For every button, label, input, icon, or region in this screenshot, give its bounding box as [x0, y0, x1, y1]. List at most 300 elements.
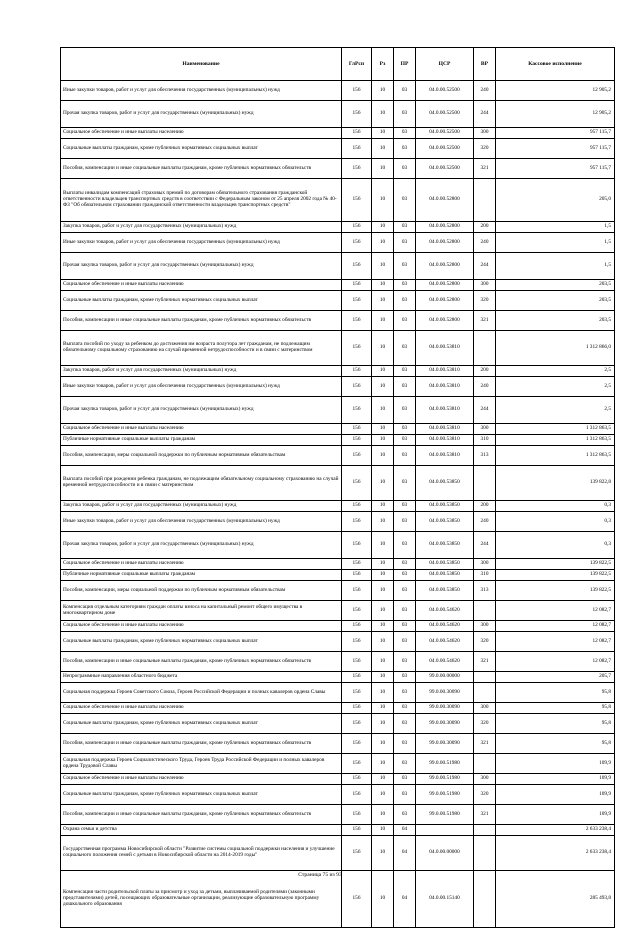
row-csr: 04.0.00.53810 [416, 424, 474, 435]
table-row [61, 397, 615, 424]
row-csr: 99.0.00.51980 [416, 785, 474, 805]
row-pr: 03 [394, 311, 416, 331]
row-pr: 03 [394, 424, 416, 435]
row-amount: 1 312 863,5 [496, 424, 615, 435]
row-vr [474, 601, 496, 621]
row-amount: 2 633 238,4 [496, 836, 615, 871]
row-amount: 0,3 [496, 512, 615, 532]
row-pr: 03 [394, 466, 416, 501]
row-csr: 04.0.00.53810 [416, 366, 474, 377]
row-csr: 99.0.00.51980 [416, 774, 474, 785]
row-rz: 10 [372, 331, 394, 366]
table-row [61, 139, 615, 159]
header-vr: ВР [474, 48, 496, 81]
row-name: Социальное обеспечение и иные выплаты населению [61, 128, 342, 139]
row-csr: 04.0.00.53850 [416, 466, 474, 501]
row-csr: 04.0.00.52800 [416, 233, 474, 253]
row-vr: 300 [474, 128, 496, 139]
row-name: Выплата пособий по уходу за ребенком до достижения им возраста полутора лет гражданам, не подлежащим обязательному социальному страхованию на случай временной нетрудоспособности и в связи с материнством [61, 331, 342, 366]
row-csr: 99.0.00.30090 [416, 703, 474, 714]
row-glrsp: 156 [342, 101, 372, 128]
row-amount: 2 633 238,4 [496, 825, 615, 836]
header-pr: ПР [394, 48, 416, 81]
row-pr: 03 [394, 446, 416, 466]
table-header-row [61, 48, 615, 81]
row-name: Выплаты инвалидам компенсаций страховых премий по договорам обязательного страхования гражданской ответственности владельцев транспортных средств в соответствии с Федеральным законом от 25 апреля 2002 года № 40-ФЗ "Об обязательном страховании гражданской ответственности владельцев транспортных средств" [61, 179, 342, 222]
row-glrsp: 156 [342, 501, 372, 512]
row-vr: 240 [474, 81, 496, 101]
row-pr: 03 [394, 805, 416, 825]
row-pr: 03 [394, 501, 416, 512]
row-csr: 04.0.00.54620 [416, 652, 474, 672]
row-vr: 310 [474, 435, 496, 446]
row-csr: 04.0.00.52800 [416, 311, 474, 331]
row-vr: 200 [474, 222, 496, 233]
row-csr: 04.0.00.53850 [416, 501, 474, 512]
table-row [61, 435, 615, 446]
row-amount: 12 082,7 [496, 601, 615, 621]
row-vr: 321 [474, 311, 496, 331]
row-glrsp: 156 [342, 81, 372, 101]
row-pr: 03 [394, 652, 416, 672]
row-amount: 139 822,5 [496, 581, 615, 601]
row-name: Иные закупки товаров, работ и услуг для обеспечения государственных (муниципальных) нужд [61, 377, 342, 397]
row-glrsp: 156 [342, 512, 372, 532]
row-amount: 12 082,7 [496, 621, 615, 632]
row-csr: 04.0.00.54620 [416, 632, 474, 652]
row-vr: 313 [474, 446, 496, 466]
row-vr [474, 672, 496, 683]
row-pr: 03 [394, 397, 416, 424]
row-amount: 95,8 [496, 734, 615, 754]
row-name: Пособия, компенсации, меры социальной поддержки по публичным нормативным обязательствам [61, 581, 342, 601]
row-amount: 1,5 [496, 222, 615, 233]
row-vr: 240 [474, 233, 496, 253]
row-pr: 03 [394, 774, 416, 785]
row-rz: 10 [372, 601, 394, 621]
row-csr: 04.0.00.53810 [416, 397, 474, 424]
row-amount: 203,5 [496, 311, 615, 331]
row-pr: 03 [394, 435, 416, 446]
row-rz: 10 [372, 435, 394, 446]
row-vr: 244 [474, 253, 496, 280]
row-csr: 99.0.00.30090 [416, 734, 474, 754]
row-csr: 04.0.00.52500 [416, 139, 474, 159]
row-rz: 10 [372, 139, 394, 159]
row-pr: 03 [394, 377, 416, 397]
row-name: Выплата пособий при рождении ребенка гражданам, не подлежащим обязательному социальному страхованию на случай временной нетрудоспособности и в связи с материнством [61, 466, 342, 501]
row-glrsp: 156 [342, 581, 372, 601]
table-row [61, 253, 615, 280]
row-csr: 04.0.00.53850 [416, 581, 474, 601]
row-glrsp: 156 [342, 139, 372, 159]
row-csr: 04.0.00.53850 [416, 512, 474, 532]
row-name: Закупка товаров, работ и услуг для государственных (муниципальных) нужд [61, 501, 342, 512]
table-row [61, 871, 615, 928]
row-amount: 1 312 866,0 [496, 331, 615, 366]
row-name: Социальное обеспечение и иные выплаты населению [61, 280, 342, 291]
table-row [61, 424, 615, 435]
row-csr: 04.0.00.53810 [416, 331, 474, 366]
table-row [61, 714, 615, 734]
row-vr: 313 [474, 581, 496, 601]
row-vr: 244 [474, 532, 496, 559]
row-name: Социальное обеспечение и иные выплаты населению [61, 774, 342, 785]
row-csr: 99.0.00.00000 [416, 672, 474, 683]
row-glrsp: 156 [342, 714, 372, 734]
row-name: Социальные выплаты гражданам, кроме публичных нормативных социальных выплат [61, 785, 342, 805]
row-amount: 205,0 [496, 179, 615, 222]
row-vr: 300 [474, 559, 496, 570]
row-pr: 03 [394, 253, 416, 280]
row-amount: 957 115,7 [496, 128, 615, 139]
table-row [61, 233, 615, 253]
row-glrsp: 156 [342, 632, 372, 652]
row-csr: 04.0.00.52500 [416, 159, 474, 179]
row-glrsp: 156 [342, 785, 372, 805]
table-row [61, 672, 615, 683]
row-glrsp: 156 [342, 559, 372, 570]
row-glrsp: 156 [342, 601, 372, 621]
row-vr: 320 [474, 714, 496, 734]
row-name: Компенсация отдельным категориям граждан оплаты взноса на капитальный ремонт общего имущества в многоквартирном доме [61, 601, 342, 621]
row-rz: 10 [372, 222, 394, 233]
row-glrsp: 156 [342, 222, 372, 233]
row-rz: 10 [372, 466, 394, 501]
row-csr: 04.0.00.53850 [416, 570, 474, 581]
header-amount: Кассовое исполнение [496, 48, 615, 81]
row-name: Социальное обеспечение и иные выплаты населению [61, 559, 342, 570]
row-vr: 320 [474, 291, 496, 311]
row-amount: 12 082,7 [496, 652, 615, 672]
row-amount: 2,5 [496, 397, 615, 424]
row-csr [416, 825, 474, 836]
row-amount: 95,8 [496, 714, 615, 734]
row-csr: 04.0.00.15140 [416, 871, 474, 928]
row-csr: 04.0.00.52500 [416, 128, 474, 139]
row-pr: 03 [394, 280, 416, 291]
row-glrsp: 156 [342, 652, 372, 672]
row-rz: 10 [372, 785, 394, 805]
row-amount: 1,5 [496, 253, 615, 280]
row-glrsp: 156 [342, 366, 372, 377]
row-glrsp: 156 [342, 466, 372, 501]
row-glrsp: 156 [342, 672, 372, 683]
row-csr: 04.0.00.53810 [416, 377, 474, 397]
row-rz: 10 [372, 703, 394, 714]
row-csr: 04.0.00.52800 [416, 291, 474, 311]
row-name: Пособия, компенсации и иные социальные выплаты гражданам, кроме публичных нормативных обязательств [61, 652, 342, 672]
row-name: Социальные выплаты гражданам, кроме публичных нормативных социальных выплат [61, 291, 342, 311]
row-pr: 04 [394, 871, 416, 928]
row-pr: 03 [394, 128, 416, 139]
table-row [61, 632, 615, 652]
row-rz: 10 [372, 774, 394, 785]
row-glrsp: 156 [342, 570, 372, 581]
table-row [61, 101, 615, 128]
row-rz: 10 [372, 714, 394, 734]
row-amount: 1 312 863,5 [496, 435, 615, 446]
table-row [61, 703, 615, 714]
row-rz: 10 [372, 397, 394, 424]
row-glrsp: 156 [342, 621, 372, 632]
row-rz: 10 [372, 366, 394, 377]
row-pr: 03 [394, 291, 416, 311]
row-vr [474, 825, 496, 836]
row-pr: 03 [394, 714, 416, 734]
row-glrsp: 156 [342, 825, 372, 836]
header-name: Наименование [61, 48, 342, 81]
row-pr: 04 [394, 825, 416, 836]
row-vr: 244 [474, 397, 496, 424]
row-pr: 03 [394, 672, 416, 683]
row-amount: 139 822,8 [496, 466, 615, 501]
row-rz: 10 [372, 446, 394, 466]
row-pr: 03 [394, 532, 416, 559]
row-csr: 99.0.00.30090 [416, 683, 474, 703]
row-pr: 03 [394, 179, 416, 222]
table-row [61, 331, 615, 366]
row-name: Социальная поддержка Героев Социалистического Труда, Героев Труда Российской Федерации и полных кавалеров ордена Трудовой Славы [61, 754, 342, 774]
table-row [61, 128, 615, 139]
row-vr: 321 [474, 734, 496, 754]
row-name: Социальное обеспечение и иные выплаты населению [61, 703, 342, 714]
row-vr [474, 331, 496, 366]
row-amount: 2,5 [496, 366, 615, 377]
row-vr: 244 [474, 101, 496, 128]
table-body [61, 81, 615, 928]
row-name: Социальные выплаты гражданам, кроме публичных нормативных социальных выплат [61, 139, 342, 159]
row-glrsp: 156 [342, 424, 372, 435]
row-csr: 04.0.00.53810 [416, 435, 474, 446]
row-name: Публичные нормативные социальные выплаты гражданам [61, 435, 342, 446]
row-amount: 203,5 [496, 291, 615, 311]
row-pr: 03 [394, 754, 416, 774]
row-name: Иные закупки товаров, работ и услуг для обеспечения государственных (муниципальных) нужд [61, 233, 342, 253]
row-amount: 0,3 [496, 532, 615, 559]
row-name: Прочая закупка товаров, работ и услуг для государственных (муниципальных) нужд [61, 532, 342, 559]
row-rz: 10 [372, 377, 394, 397]
row-pr: 03 [394, 159, 416, 179]
row-csr: 04.0.00.53850 [416, 532, 474, 559]
row-csr: 04.0.00.00000 [416, 836, 474, 871]
row-csr: 04.0.00.52500 [416, 101, 474, 128]
row-rz: 10 [372, 101, 394, 128]
row-glrsp: 156 [342, 683, 372, 703]
row-rz: 10 [372, 672, 394, 683]
row-amount: 12 082,7 [496, 632, 615, 652]
row-name: Пособия, компенсации и иные социальные выплаты гражданам, кроме публичных нормативных обязательств [61, 805, 342, 825]
table-row [61, 179, 615, 222]
row-rz: 10 [372, 424, 394, 435]
row-vr: 300 [474, 280, 496, 291]
row-vr [474, 871, 496, 928]
row-name: Прочая закупка товаров, работ и услуг для государственных (муниципальных) нужд [61, 253, 342, 280]
table-row [61, 652, 615, 672]
row-name: Пособия, компенсации и иные социальные выплаты гражданам, кроме публичных нормативных обязательств [61, 734, 342, 754]
row-vr: 200 [474, 366, 496, 377]
row-pr: 03 [394, 785, 416, 805]
row-pr: 03 [394, 683, 416, 703]
row-amount: 139 822,5 [496, 570, 615, 581]
row-glrsp: 156 [342, 179, 372, 222]
row-glrsp: 156 [342, 397, 372, 424]
row-rz: 10 [372, 621, 394, 632]
row-name: Непрограммные направления областного бюджета [61, 672, 342, 683]
row-amount: 1,5 [496, 233, 615, 253]
row-glrsp: 156 [342, 805, 372, 825]
row-rz: 10 [372, 570, 394, 581]
row-rz: 10 [372, 632, 394, 652]
row-vr: 240 [474, 512, 496, 532]
row-csr: 04.0.00.52800 [416, 222, 474, 233]
row-glrsp: 156 [342, 253, 372, 280]
row-vr [474, 836, 496, 871]
row-rz: 10 [372, 233, 394, 253]
row-rz: 10 [372, 159, 394, 179]
row-pr: 03 [394, 233, 416, 253]
table-row [61, 774, 615, 785]
row-amount: 109,9 [496, 774, 615, 785]
table-row [61, 377, 615, 397]
row-name: Закупка товаров, работ и услуг для государственных (муниципальных) нужд [61, 366, 342, 377]
row-glrsp: 156 [342, 291, 372, 311]
row-csr: 04.0.00.53810 [416, 446, 474, 466]
header-glrsp: ГлРсп [342, 48, 372, 81]
row-glrsp: 156 [342, 532, 372, 559]
row-pr: 03 [394, 734, 416, 754]
header-rz: Рз [372, 48, 394, 81]
row-name: Социальные выплаты гражданам, кроме публичных нормативных социальных выплат [61, 632, 342, 652]
row-vr: 300 [474, 703, 496, 714]
row-vr: 320 [474, 632, 496, 652]
row-amount: 95,8 [496, 683, 615, 703]
row-rz: 10 [372, 683, 394, 703]
row-vr: 320 [474, 785, 496, 805]
row-pr: 03 [394, 601, 416, 621]
table-row [61, 805, 615, 825]
row-glrsp: 156 [342, 871, 372, 928]
row-pr: 03 [394, 632, 416, 652]
row-amount: 109,9 [496, 805, 615, 825]
row-rz: 10 [372, 532, 394, 559]
row-vr [474, 754, 496, 774]
row-rz: 10 [372, 81, 394, 101]
row-pr: 03 [394, 81, 416, 101]
row-rz: 10 [372, 501, 394, 512]
row-glrsp: 156 [342, 311, 372, 331]
row-name: Закупка товаров, работ и услуг для государственных (муниципальных) нужд [61, 222, 342, 233]
report-table-container [60, 47, 614, 928]
row-csr: 04.0.00.52800 [416, 179, 474, 222]
row-vr [474, 466, 496, 501]
row-rz: 10 [372, 825, 394, 836]
row-amount: 12 905,2 [496, 81, 615, 101]
row-name: Иные закупки товаров, работ и услуг для обеспечения государственных (муниципальных) нужд [61, 81, 342, 101]
row-rz: 10 [372, 179, 394, 222]
table-row [61, 311, 615, 331]
row-name: Компенсация части родительской платы за присмотр и уход за детьми, выплачиваемой родителями (законными представителями) детей, посещающих образовательные организации, реализующие образовательную программу дошкольного образования [61, 871, 342, 928]
row-vr [474, 683, 496, 703]
page-footer: Страница 75 из 93 [298, 872, 342, 878]
table-row [61, 512, 615, 532]
row-rz: 10 [372, 836, 394, 871]
row-amount: 1 312 863,5 [496, 446, 615, 466]
table-row [61, 570, 615, 581]
row-pr: 04 [394, 836, 416, 871]
row-name: Иные закупки товаров, работ и услуг для обеспечения государственных (муниципальных) нужд [61, 512, 342, 532]
row-csr: 04.0.00.52500 [416, 81, 474, 101]
row-amount: 957 115,7 [496, 139, 615, 159]
row-glrsp: 156 [342, 128, 372, 139]
row-amount: 95,8 [496, 703, 615, 714]
row-name: Социальная поддержка Героев Советского Союза, Героев Российской Федерации и полных кавалеров ордена Славы [61, 683, 342, 703]
row-csr: 04.0.00.53850 [416, 559, 474, 570]
row-vr: 321 [474, 652, 496, 672]
row-rz: 10 [372, 311, 394, 331]
row-glrsp: 156 [342, 377, 372, 397]
table-row [61, 466, 615, 501]
row-glrsp: 156 [342, 754, 372, 774]
row-rz: 10 [372, 291, 394, 311]
row-pr: 03 [394, 621, 416, 632]
row-csr: 04.0.00.52800 [416, 280, 474, 291]
row-rz: 10 [372, 581, 394, 601]
row-name: Прочая закупка товаров, работ и услуг для государственных (муниципальных) нужд [61, 101, 342, 128]
table-row [61, 601, 615, 621]
table-row [61, 785, 615, 805]
row-vr: 200 [474, 501, 496, 512]
row-pr: 03 [394, 703, 416, 714]
row-pr: 03 [394, 559, 416, 570]
row-pr: 03 [394, 581, 416, 601]
row-csr: 04.0.00.54620 [416, 601, 474, 621]
row-glrsp: 156 [342, 331, 372, 366]
row-vr: 321 [474, 159, 496, 179]
budget-execution-table [60, 47, 615, 928]
row-pr: 03 [394, 139, 416, 159]
row-rz: 10 [372, 280, 394, 291]
row-glrsp: 156 [342, 703, 372, 714]
row-amount: 0,3 [496, 501, 615, 512]
row-name: Социальное обеспечение и иные выплаты населению [61, 621, 342, 632]
table-row [61, 734, 615, 754]
table-row [61, 683, 615, 703]
row-name: Социальное обеспечение и иные выплаты населению [61, 424, 342, 435]
table-row [61, 621, 615, 632]
row-glrsp: 156 [342, 280, 372, 291]
row-vr: 320 [474, 139, 496, 159]
row-rz: 10 [372, 734, 394, 754]
row-pr: 03 [394, 222, 416, 233]
row-rz: 10 [372, 805, 394, 825]
row-rz: 10 [372, 754, 394, 774]
row-rz: 10 [372, 652, 394, 672]
row-rz: 10 [372, 871, 394, 928]
row-glrsp: 156 [342, 159, 372, 179]
row-name: Пособия, компенсации и иные социальные выплаты гражданам, кроме публичных нормативных обязательств [61, 159, 342, 179]
table-row [61, 222, 615, 233]
row-csr: 99.0.00.30090 [416, 714, 474, 734]
row-csr: 99.0.00.51980 [416, 805, 474, 825]
row-name: Пособия, компенсации и иные социальные выплаты гражданам, кроме публичных нормативных обязательств [61, 311, 342, 331]
row-vr: 300 [474, 774, 496, 785]
row-glrsp: 156 [342, 774, 372, 785]
row-glrsp: 156 [342, 435, 372, 446]
row-vr [474, 179, 496, 222]
row-amount: 205,7 [496, 672, 615, 683]
row-pr: 03 [394, 366, 416, 377]
